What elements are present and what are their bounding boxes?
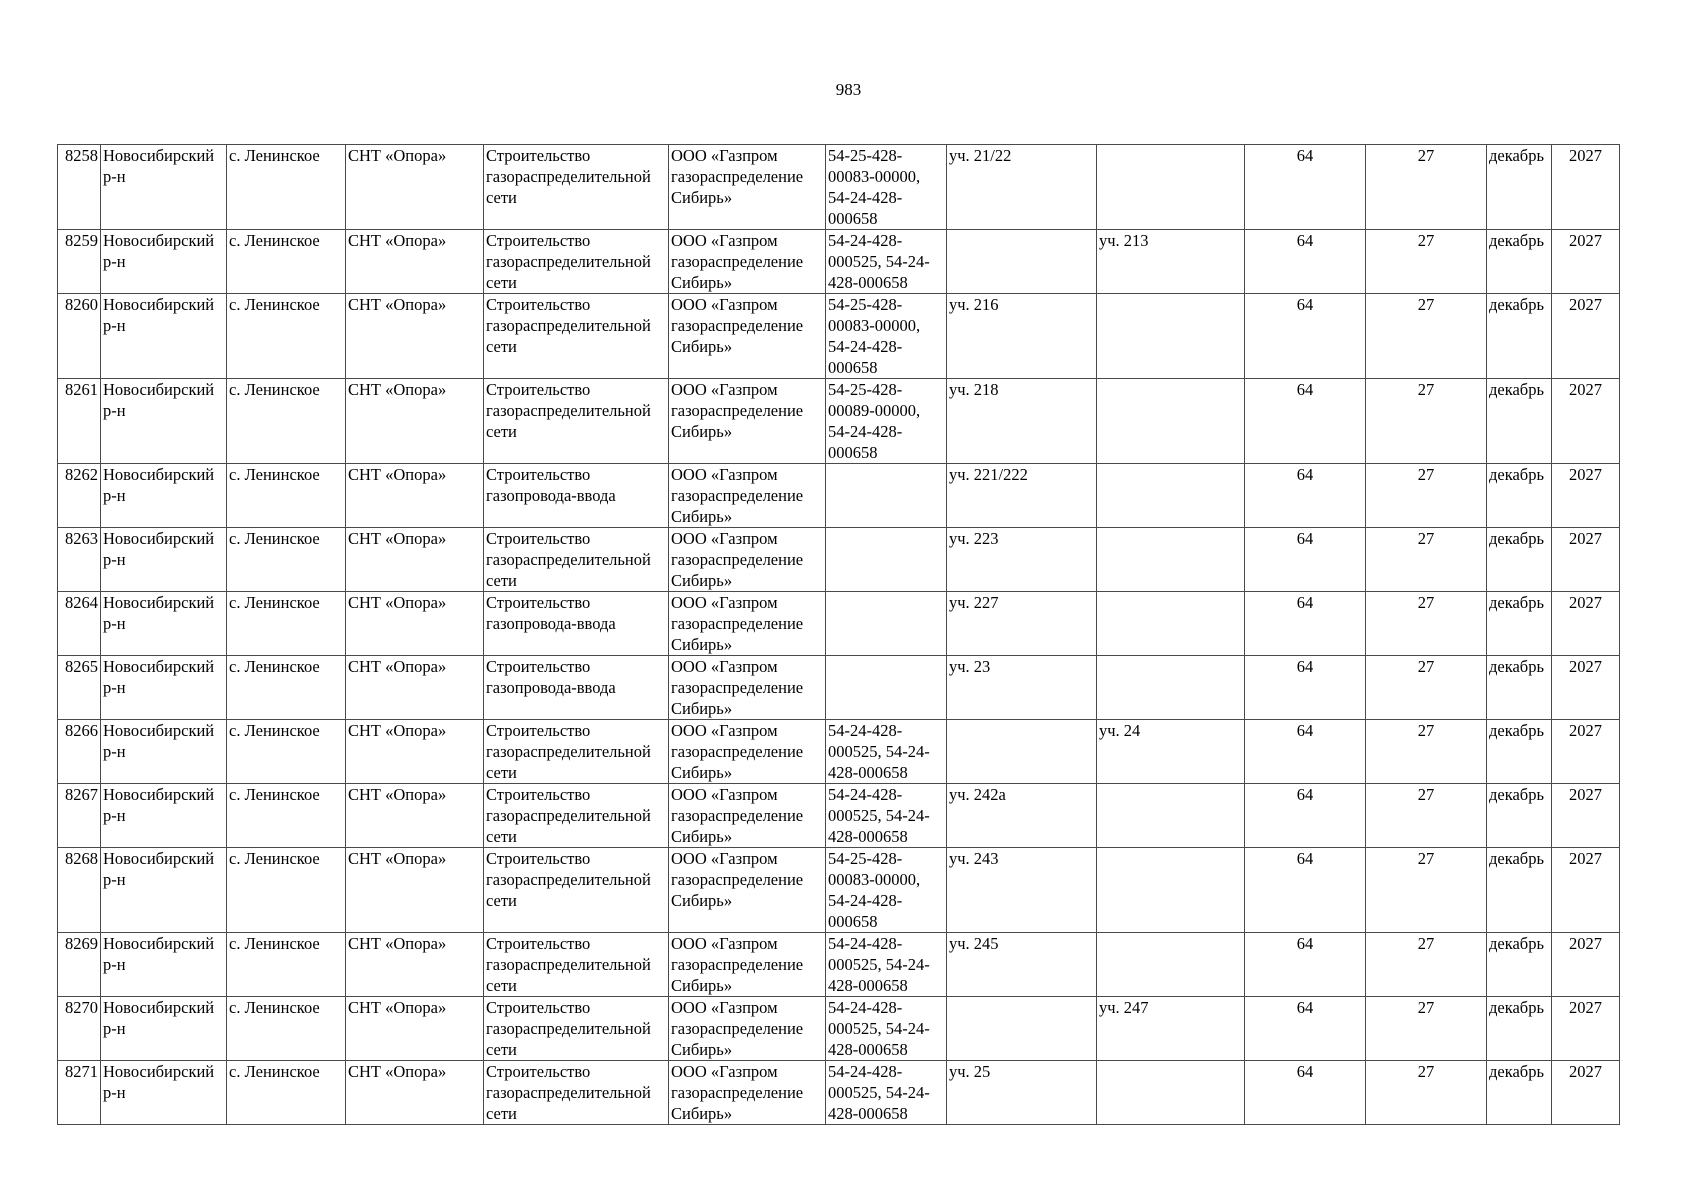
locality-cell: с. Ленинское (227, 145, 346, 230)
value-27-cell: 27 (1366, 784, 1487, 848)
plot-cell: уч. 216 (947, 294, 1097, 379)
row-number-cell: 8264 (58, 592, 101, 656)
work-type-cell: Строительство газопровода-ввода (484, 464, 669, 528)
value-27-cell: 27 (1366, 592, 1487, 656)
value-27-cell: 27 (1366, 656, 1487, 720)
value-27-cell: 27 (1366, 230, 1487, 294)
locality-cell: с. Ленинское (227, 656, 346, 720)
organization-cell: СНТ «Опора» (346, 1061, 484, 1125)
row-number-cell: 8269 (58, 933, 101, 997)
value-64-cell: 64 (1245, 720, 1366, 784)
cadastral-number-cell (826, 528, 947, 592)
organization-cell: СНТ «Опора» (346, 379, 484, 464)
table-row (58, 592, 1620, 656)
value-27-cell: 27 (1366, 848, 1487, 933)
work-type-cell: Строительство газораспределительной сети (484, 1061, 669, 1125)
year-cell: 2027 (1552, 528, 1620, 592)
plot-cell: уч. 227 (947, 592, 1097, 656)
district-cell: Новосибирский р-н (101, 145, 227, 230)
plot-cell: уч. 218 (947, 379, 1097, 464)
value-64-cell: 64 (1245, 379, 1366, 464)
month-cell: декабрь (1487, 933, 1552, 997)
plot-alt-cell (1097, 464, 1245, 528)
value-27-cell: 27 (1366, 379, 1487, 464)
district-cell: Новосибирский р-н (101, 379, 227, 464)
row-number-cell: 8259 (58, 230, 101, 294)
locality-cell: с. Ленинское (227, 592, 346, 656)
table-row (58, 464, 1620, 528)
plot-alt-cell: уч. 24 (1097, 720, 1245, 784)
operator-cell: ООО «Газпром газораспределение Сибирь» (669, 848, 826, 933)
table-row (58, 379, 1620, 464)
organization-cell: СНТ «Опора» (346, 656, 484, 720)
month-cell: декабрь (1487, 464, 1552, 528)
table-row (58, 848, 1620, 933)
work-type-cell: Строительство газораспределительной сети (484, 230, 669, 294)
plot-cell: уч. 23 (947, 656, 1097, 720)
district-cell: Новосибирский р-н (101, 848, 227, 933)
locality-cell: с. Ленинское (227, 784, 346, 848)
table-row (58, 997, 1620, 1061)
operator-cell: ООО «Газпром газораспределение Сибирь» (669, 379, 826, 464)
work-type-cell: Строительство газораспределительной сети (484, 720, 669, 784)
plot-alt-cell (1097, 848, 1245, 933)
work-type-cell: Строительство газораспределительной сети (484, 933, 669, 997)
district-cell: Новосибирский р-н (101, 528, 227, 592)
table-row (58, 528, 1620, 592)
cadastral-number-cell: 54-25-428-00083-00000, 54-24-428-000658 (826, 294, 947, 379)
work-type-cell: Строительство газопровода-ввода (484, 592, 669, 656)
month-cell: декабрь (1487, 592, 1552, 656)
value-27-cell: 27 (1366, 528, 1487, 592)
work-type-cell: Строительство газораспределительной сети (484, 379, 669, 464)
month-cell: декабрь (1487, 1061, 1552, 1125)
plot-alt-cell (1097, 784, 1245, 848)
organization-cell: СНТ «Опора» (346, 528, 484, 592)
row-number-cell: 8258 (58, 145, 101, 230)
cadastral-number-cell (826, 656, 947, 720)
month-cell: декабрь (1487, 848, 1552, 933)
value-64-cell: 64 (1245, 145, 1366, 230)
month-cell: декабрь (1487, 997, 1552, 1061)
district-cell: Новосибирский р-н (101, 933, 227, 997)
work-type-cell: Строительство газораспределительной сети (484, 784, 669, 848)
year-cell: 2027 (1552, 720, 1620, 784)
row-number-cell: 8260 (58, 294, 101, 379)
year-cell: 2027 (1552, 379, 1620, 464)
value-64-cell: 64 (1245, 464, 1366, 528)
work-type-cell: Строительство газораспределительной сети (484, 848, 669, 933)
year-cell: 2027 (1552, 1061, 1620, 1125)
organization-cell: СНТ «Опора» (346, 848, 484, 933)
organization-cell: СНТ «Опора» (346, 230, 484, 294)
month-cell: декабрь (1487, 294, 1552, 379)
district-cell: Новосибирский р-н (101, 1061, 227, 1125)
operator-cell: ООО «Газпром газораспределение Сибирь» (669, 528, 826, 592)
operator-cell: ООО «Газпром газораспределение Сибирь» (669, 464, 826, 528)
operator-cell: ООО «Газпром газораспределение Сибирь» (669, 294, 826, 379)
plot-cell: уч. 221/222 (947, 464, 1097, 528)
operator-cell: ООО «Газпром газораспределение Сибирь» (669, 592, 826, 656)
plot-alt-cell: уч. 213 (1097, 230, 1245, 294)
operator-cell: ООО «Газпром газораспределение Сибирь» (669, 1061, 826, 1125)
value-64-cell: 64 (1245, 528, 1366, 592)
cadastral-number-cell: 54-25-428-00089-00000, 54-24-428-000658 (826, 379, 947, 464)
row-number-cell: 8271 (58, 1061, 101, 1125)
plot-alt-cell (1097, 656, 1245, 720)
year-cell: 2027 (1552, 997, 1620, 1061)
year-cell: 2027 (1552, 656, 1620, 720)
year-cell: 2027 (1552, 933, 1620, 997)
plot-alt-cell (1097, 528, 1245, 592)
work-type-cell: Строительство газопровода-ввода (484, 656, 669, 720)
month-cell: декабрь (1487, 784, 1552, 848)
value-27-cell: 27 (1366, 720, 1487, 784)
table-row (58, 145, 1620, 230)
month-cell: декабрь (1487, 656, 1552, 720)
district-cell: Новосибирский р-н (101, 997, 227, 1061)
locality-cell: с. Ленинское (227, 294, 346, 379)
value-64-cell: 64 (1245, 230, 1366, 294)
cadastral-number-cell: 54-24-428-000525, 54-24-428-000658 (826, 997, 947, 1061)
table-row (58, 933, 1620, 997)
plot-cell: уч. 243 (947, 848, 1097, 933)
organization-cell: СНТ «Опора» (346, 294, 484, 379)
district-cell: Новосибирский р-н (101, 720, 227, 784)
cadastral-number-cell: 54-24-428-000525, 54-24-428-000658 (826, 720, 947, 784)
table-row (58, 656, 1620, 720)
registry-table (57, 144, 1620, 1125)
locality-cell: с. Ленинское (227, 230, 346, 294)
work-type-cell: Строительство газораспределительной сети (484, 997, 669, 1061)
year-cell: 2027 (1552, 848, 1620, 933)
district-cell: Новосибирский р-н (101, 656, 227, 720)
work-type-cell: Строительство газораспределительной сети (484, 294, 669, 379)
operator-cell: ООО «Газпром газораспределение Сибирь» (669, 997, 826, 1061)
month-cell: декабрь (1487, 528, 1552, 592)
cadastral-number-cell: 54-25-428-00083-00000, 54-24-428-000658 (826, 145, 947, 230)
district-cell: Новосибирский р-н (101, 592, 227, 656)
year-cell: 2027 (1552, 294, 1620, 379)
plot-cell: уч. 25 (947, 1061, 1097, 1125)
locality-cell: с. Ленинское (227, 464, 346, 528)
table-row (58, 294, 1620, 379)
table-row (58, 720, 1620, 784)
year-cell: 2027 (1552, 464, 1620, 528)
table-row (58, 784, 1620, 848)
row-number-cell: 8265 (58, 656, 101, 720)
district-cell: Новосибирский р-н (101, 464, 227, 528)
month-cell: декабрь (1487, 145, 1552, 230)
work-type-cell: Строительство газораспределительной сети (484, 528, 669, 592)
value-27-cell: 27 (1366, 464, 1487, 528)
work-type-cell: Строительство газораспределительной сети (484, 145, 669, 230)
plot-cell: уч. 223 (947, 528, 1097, 592)
row-number-cell: 8263 (58, 528, 101, 592)
value-27-cell: 27 (1366, 997, 1487, 1061)
cadastral-number-cell: 54-25-428-00083-00000, 54-24-428-000658 (826, 848, 947, 933)
locality-cell: с. Ленинское (227, 720, 346, 784)
row-number-cell: 8270 (58, 997, 101, 1061)
cadastral-number-cell (826, 464, 947, 528)
plot-cell: уч. 245 (947, 933, 1097, 997)
page-number: 983 (835, 80, 862, 99)
organization-cell: СНТ «Опора» (346, 145, 484, 230)
year-cell: 2027 (1552, 784, 1620, 848)
row-number-cell: 8262 (58, 464, 101, 528)
plot-cell (947, 230, 1097, 294)
plot-cell: уч. 21/22 (947, 145, 1097, 230)
plot-alt-cell (1097, 379, 1245, 464)
row-number-cell: 8267 (58, 784, 101, 848)
year-cell: 2027 (1552, 592, 1620, 656)
value-64-cell: 64 (1245, 592, 1366, 656)
organization-cell: СНТ «Опора» (346, 592, 484, 656)
locality-cell: с. Ленинское (227, 528, 346, 592)
row-number-cell: 8261 (58, 379, 101, 464)
year-cell: 2027 (1552, 230, 1620, 294)
value-64-cell: 64 (1245, 784, 1366, 848)
table-row (58, 1061, 1620, 1125)
organization-cell: СНТ «Опора» (346, 997, 484, 1061)
operator-cell: ООО «Газпром газораспределение Сибирь» (669, 720, 826, 784)
plot-cell (947, 720, 1097, 784)
value-27-cell: 27 (1366, 145, 1487, 230)
plot-cell (947, 997, 1097, 1061)
value-64-cell: 64 (1245, 933, 1366, 997)
operator-cell: ООО «Газпром газораспределение Сибирь» (669, 656, 826, 720)
value-64-cell: 64 (1245, 997, 1366, 1061)
cadastral-number-cell: 54-24-428-000525, 54-24-428-000658 (826, 230, 947, 294)
plot-alt-cell: уч. 247 (1097, 997, 1245, 1061)
value-64-cell: 64 (1245, 1061, 1366, 1125)
operator-cell: ООО «Газпром газораспределение Сибирь» (669, 145, 826, 230)
district-cell: Новосибирский р-н (101, 294, 227, 379)
locality-cell: с. Ленинское (227, 1061, 346, 1125)
year-cell: 2027 (1552, 145, 1620, 230)
value-64-cell: 64 (1245, 848, 1366, 933)
month-cell: декабрь (1487, 720, 1552, 784)
value-27-cell: 27 (1366, 933, 1487, 997)
locality-cell: с. Ленинское (227, 933, 346, 997)
value-27-cell: 27 (1366, 294, 1487, 379)
cadastral-number-cell: 54-24-428-000525, 54-24-428-000658 (826, 784, 947, 848)
cadastral-number-cell: 54-24-428-000525, 54-24-428-000658 (826, 933, 947, 997)
month-cell: декабрь (1487, 230, 1552, 294)
plot-alt-cell (1097, 294, 1245, 379)
district-cell: Новосибирский р-н (101, 784, 227, 848)
locality-cell: с. Ленинское (227, 379, 346, 464)
organization-cell: СНТ «Опора» (346, 464, 484, 528)
cadastral-number-cell (826, 592, 947, 656)
value-64-cell: 64 (1245, 656, 1366, 720)
row-number-cell: 8266 (58, 720, 101, 784)
value-27-cell: 27 (1366, 1061, 1487, 1125)
district-cell: Новосибирский р-н (101, 230, 227, 294)
locality-cell: с. Ленинское (227, 848, 346, 933)
table-row (58, 230, 1620, 294)
plot-alt-cell (1097, 592, 1245, 656)
operator-cell: ООО «Газпром газораспределение Сибирь» (669, 230, 826, 294)
value-64-cell: 64 (1245, 294, 1366, 379)
cadastral-number-cell: 54-24-428-000525, 54-24-428-000658 (826, 1061, 947, 1125)
locality-cell: с. Ленинское (227, 997, 346, 1061)
organization-cell: СНТ «Опора» (346, 720, 484, 784)
plot-alt-cell (1097, 1061, 1245, 1125)
operator-cell: ООО «Газпром газораспределение Сибирь» (669, 933, 826, 997)
organization-cell: СНТ «Опора» (346, 933, 484, 997)
plot-alt-cell (1097, 933, 1245, 997)
plot-cell: уч. 242а (947, 784, 1097, 848)
month-cell: декабрь (1487, 379, 1552, 464)
operator-cell: ООО «Газпром газораспределение Сибирь» (669, 784, 826, 848)
organization-cell: СНТ «Опора» (346, 784, 484, 848)
plot-alt-cell (1097, 145, 1245, 230)
row-number-cell: 8268 (58, 848, 101, 933)
